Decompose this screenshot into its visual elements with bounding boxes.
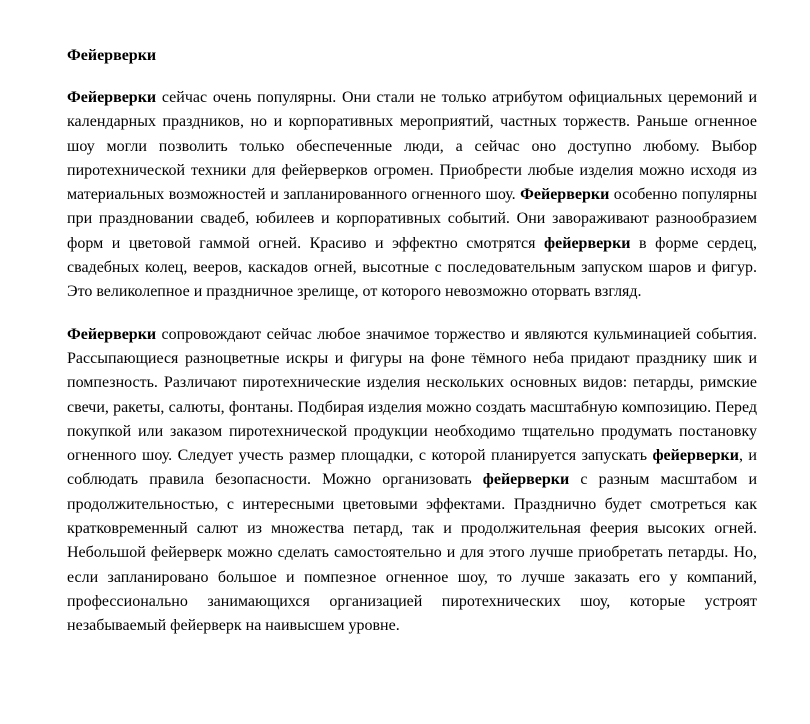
document-page <box>67 44 757 657</box>
bold-keyword: фейерверки <box>482 471 570 489</box>
text-run: в форме сердец, свадебных колец, вееров, каскадов огней, высотные с последовательным запуском шаров и фигур. Это великолепное и праздничное зрелище, от которого невозможно оторвать взгляд. <box>67 234 758 301</box>
document-title: Фейерверки <box>67 47 157 64</box>
paragraph-2 <box>67 323 757 639</box>
text-run: сопровождают сейчас любое значимое торжество и являются кульминацией события. Рассыпающиеся разноцветные искры и фигуры на фоне тёмного неба придают празднику шик и помпезность. Различают пиротехнические изделия нескольких основных видов: петарды, римские свечи, ракеты, салюты, фонтаны. Подбирая изделия можно создать масштабную композицию. Перед покупкой или заказом пиротехнической продукции необходимо тщательно продумать постановку огненного шоу. Следует учесть размер площадки, с которой планируется запускать <box>67 325 757 465</box>
text-run: сейчас очень популярны. Они стали не только атрибутом официальных церемоний и календарных праздников, но и корпоративных мероприятий, частных торжеств. Раньше огненное шоу могли позволить только обеспеченные люди, а сейчас оно доступно любому. Выбор пиротехнической техники для фейерверков огромен. Приобрести любые изделия можно исходя из материальных возможностей и запланированного огненного шоу. <box>67 89 757 204</box>
text-run: особенно популярны при праздновании свадеб, юбилеев и корпоративных событий. Они завораживают разнообразием форм и цветовой гаммой огней. Красиво и эффектно смотрятся <box>67 186 758 252</box>
bold-keyword: фейерверки <box>544 234 631 252</box>
text-run: с разным масштабом и продолжительностью, с интересными цветовыми эффектами. Празднично будет смотреться как кратковременный салют из множества петард, так и продолжительная феерия высоких огней. Небольшой фейерверк можно сделать самостоятельно и для этого лучше приобретать петарды. Но, если запланировано большое и помпезное огненное шоу, то лучше заказать его у компаний, профессионально занимающихся организацией пиротехнических шоу, которые устроят незабываемый фейерверк на наивысшем уровне. <box>67 471 758 635</box>
bold-keyword: Фейерверки <box>67 89 157 106</box>
bold-keyword: Фейерверки <box>67 325 157 343</box>
bold-keyword: Фейерверки <box>520 186 610 204</box>
bold-keyword: фейерверки <box>652 447 739 465</box>
paragraph-1 <box>67 86 757 305</box>
text-run: , и соблюдать правила безопасности. Можно организовать <box>67 447 757 489</box>
